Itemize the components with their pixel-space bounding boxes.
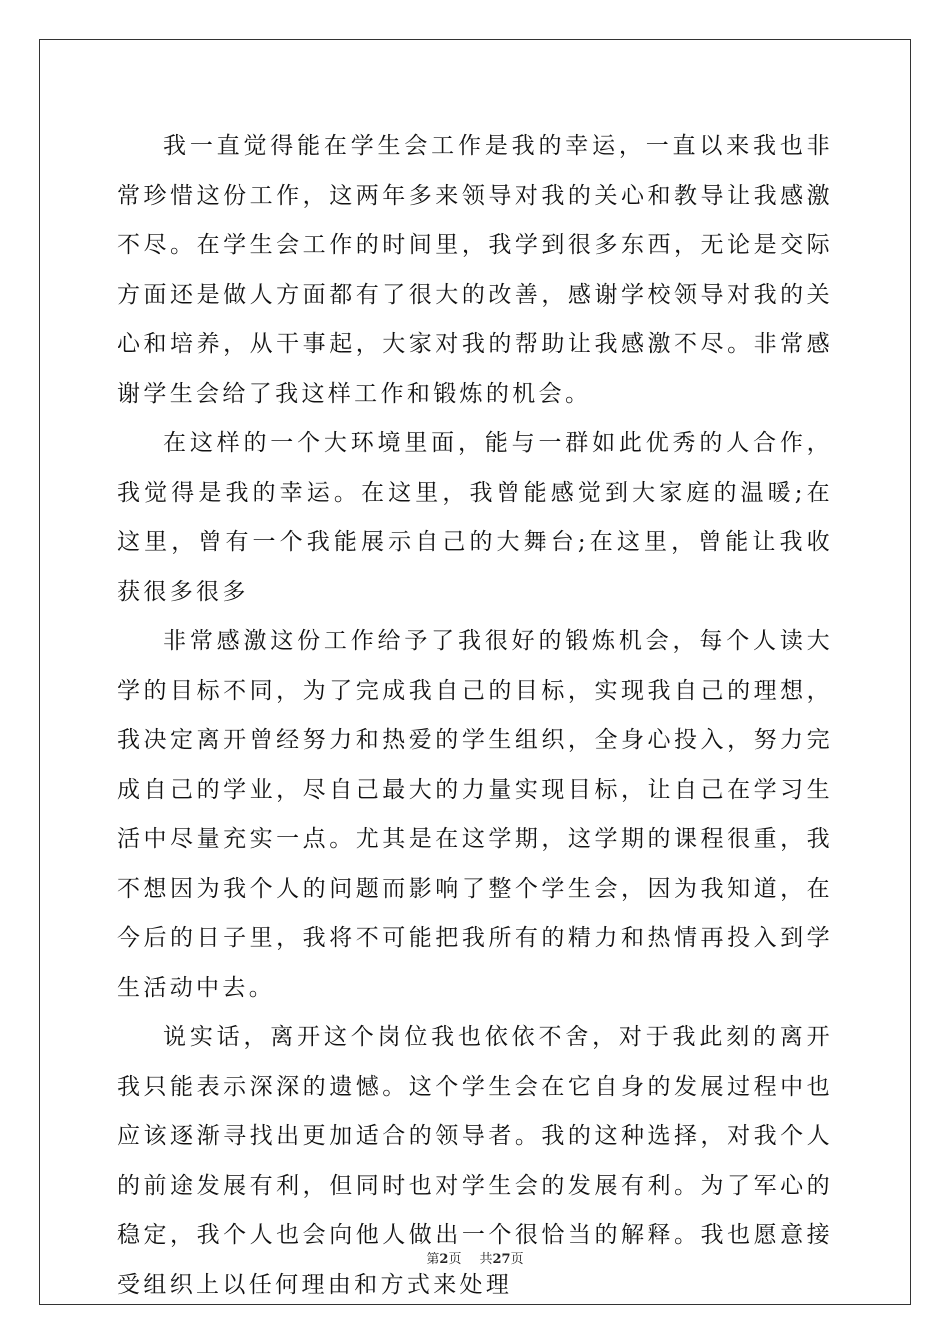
paragraph-2: 在这样的一个大环境里面，能与一群如此优秀的人合作，我觉得是我的幸运。在这里，我曾能感觉到大家庭的温暖;在这里，曾有一个我能展示自己的大舞台;在这里，曾能让我收获很多很多 bbox=[117, 430, 833, 605]
total-label-prefix: 共 bbox=[479, 1252, 493, 1267]
paragraph-3: 非常感激这份工作给予了我很好的锻炼机会，每个人读大学的目标不同，为了完成我自己的目标，实现我自己的理想，我决定离开曾经努力和热爱的学生组织，全身心投入，努力完成自己的学业，尽自己最大的力量实现目标，让自己在学习生活中尽量充实一点。尤其是在这学期，这学期的课程很重，我不想因为我个人的问题而影响了整个学生会，因为我知道，在今后的日子里，我将不可能把我所有的精力和热情再投入到学生活动中去。 bbox=[117, 628, 833, 1001]
document-body bbox=[117, 122, 833, 1310]
page-footer bbox=[0, 1248, 950, 1267]
paragraph-4: 说实话，离开这个岗位我也依依不舍，对于我此刻的离开我只能表示深深的遗憾。这个学生会在它自身的发展过程中也应该逐渐寻找出更加适合的领导者。我的这种选择，对我个人的前途发展有利，但同时也对学生会的发展有利。为了军心的稳定，我个人也会向他人做出一个很恰当的解释。我也愿意接受组织上以任何理由和方式来处理 bbox=[117, 1024, 833, 1298]
total-pages: 27 bbox=[492, 1252, 511, 1267]
page-label-prefix: 第 bbox=[426, 1252, 440, 1267]
page-number: 2 bbox=[439, 1252, 449, 1267]
page-label-suffix: 页 bbox=[448, 1252, 462, 1267]
paragraph-1: 我一直觉得能在学生会工作是我的幸运，一直以来我也非常珍惜这份工作，这两年多来领导对我的关心和教导让我感激不尽。在学生会工作的时间里，我学到很多东西，无论是交际方面还是做人方面都有了很大的改善，感谢学校领导对我的关心和培养，从干事起，大家对我的帮助让我感激不尽。非常感谢学生会给了我这样工作和锻炼的机会。 bbox=[117, 133, 833, 407]
total-label-suffix: 页 bbox=[510, 1252, 524, 1267]
